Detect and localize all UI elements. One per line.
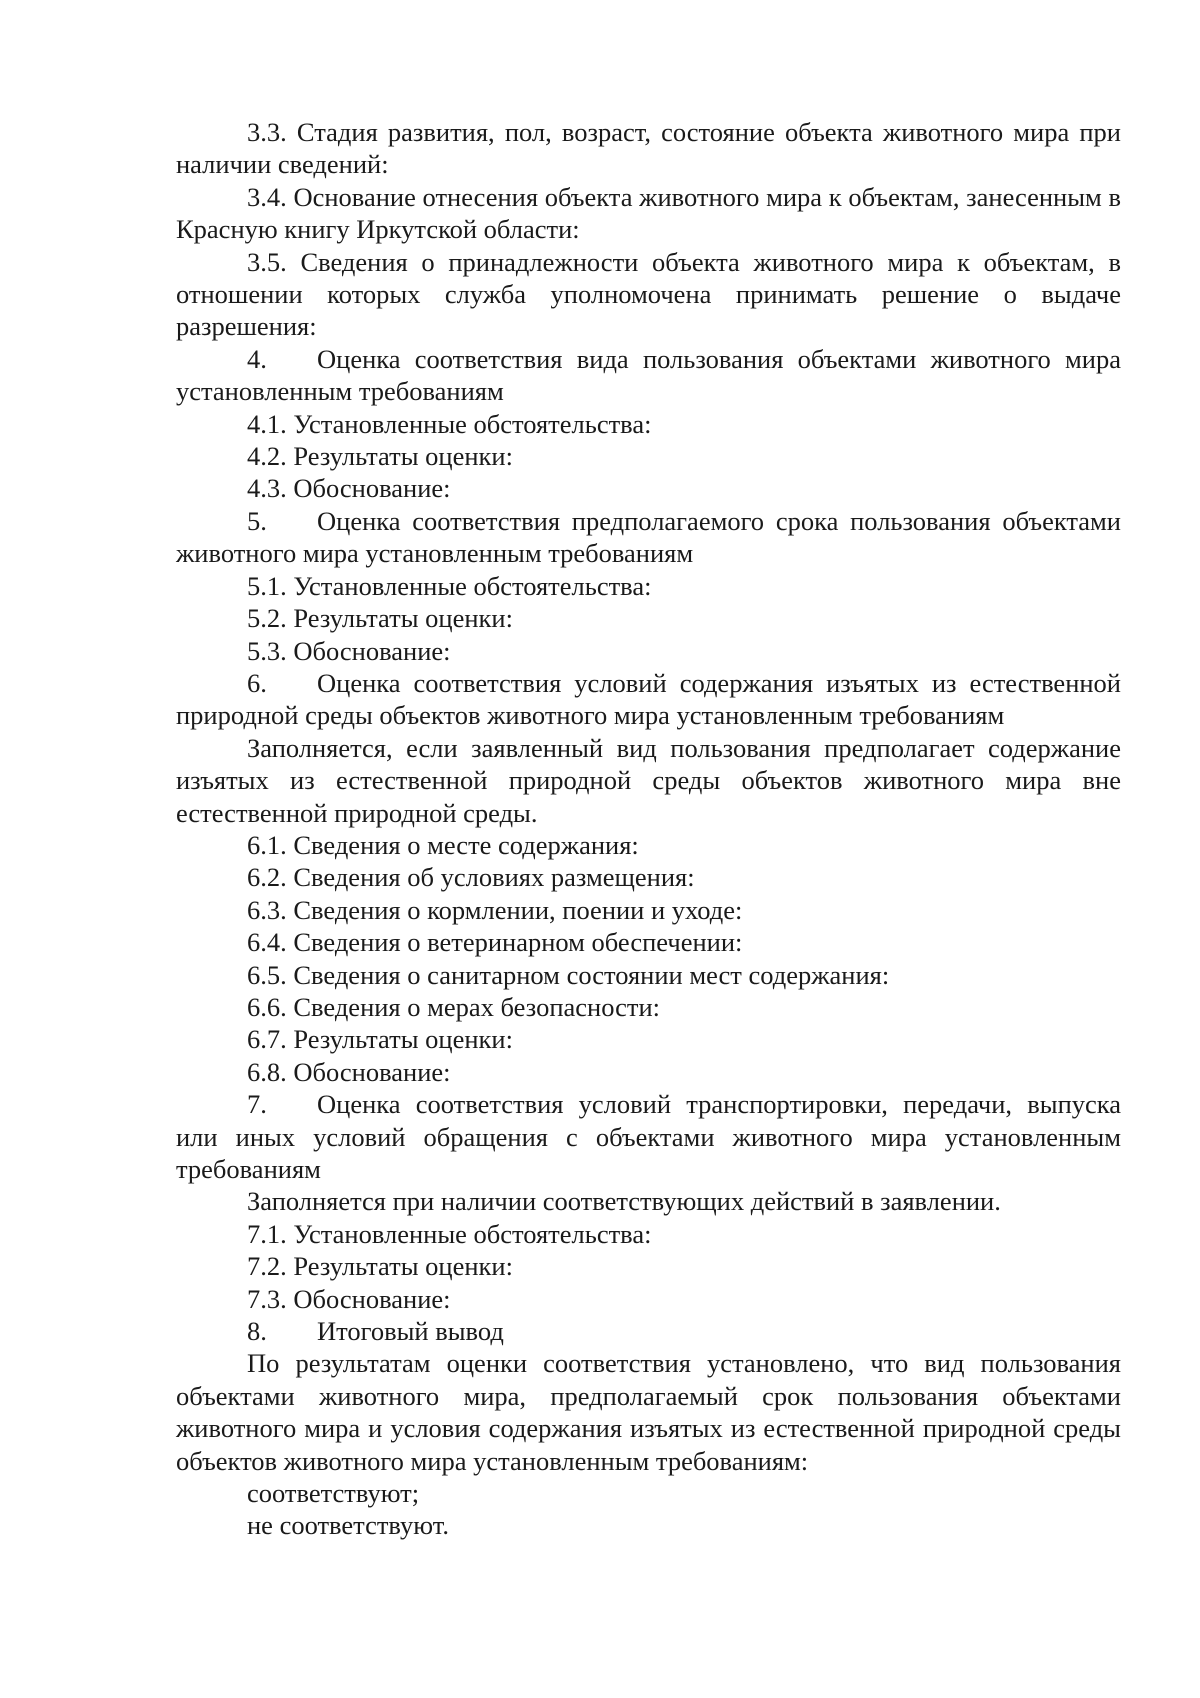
paragraph-3-5: 3.5. Сведения о принадлежности объекта животного мира к объектам, в отношении которых служба уполномочена принимать решение о выдаче разрешения: bbox=[176, 246, 1121, 342]
paragraph-6-2: 6.2. Сведения об условиях размещения: bbox=[247, 862, 695, 893]
section-8-heading bbox=[176, 1315, 1121, 1347]
paragraph-5-3: 5.3. Обоснование: bbox=[247, 635, 451, 666]
section-title: Оценка соответствия условий транспортировки, передачи, выпуска или иных условий обращения с объектами животного мира установленным требованиям bbox=[176, 1089, 1121, 1184]
paragraph-6-4: 6.4. Сведения о ветеринарном обеспечении: bbox=[247, 927, 743, 958]
section-title: Оценка соответствия условий содержания изъятых из естественной природной среды объектов животного мира установленным требованиям bbox=[176, 667, 1121, 731]
section-number: 7. bbox=[247, 1089, 267, 1120]
section-6-heading bbox=[176, 667, 1121, 732]
document-page bbox=[176, 116, 1121, 1542]
paragraph-5-2: 5.2. Результаты оценки: bbox=[247, 603, 513, 634]
paragraph-7-3: 7.3. Обоснование: bbox=[247, 1283, 451, 1314]
paragraph-4-3: 4.3. Обоснование: bbox=[247, 473, 451, 504]
paragraph-6-3: 6.3. Сведения о кормлении, поении и уходе: bbox=[247, 894, 743, 925]
section-number: 5. bbox=[247, 505, 267, 536]
paragraph-7-1: 7.1. Установленные обстоятельства: bbox=[247, 1218, 652, 1249]
section-6-note: Заполняется, если заявленный вид пользования предполагает содержание изъятых из естественной природной среды объектов животного мира вне естественной природной среды. bbox=[176, 732, 1121, 828]
paragraph-6-1: 6.1. Сведения о месте содержания: bbox=[247, 829, 639, 860]
paragraph-7-2: 7.2. Результаты оценки: bbox=[247, 1251, 513, 1282]
paragraph-6-7: 6.7. Результаты оценки: bbox=[247, 1024, 513, 1055]
paragraph-5-1: 5.1. Установленные обстоятельства: bbox=[247, 570, 652, 601]
section-number: 8. bbox=[247, 1316, 267, 1347]
paragraph-4-1: 4.1. Установленные обстоятельства: bbox=[247, 408, 652, 439]
section-number: 6. bbox=[247, 667, 267, 698]
section-number: 4. bbox=[247, 343, 267, 374]
section-7-heading bbox=[176, 1088, 1121, 1185]
section-4-heading bbox=[176, 343, 1121, 408]
paragraph-6-8: 6.8. Обоснование: bbox=[247, 1056, 451, 1087]
paragraph-3-3: 3.3. Стадия развития, пол, возраст, состояние объекта животного мира при наличии сведений: bbox=[176, 117, 1121, 180]
option-complies: соответствуют; bbox=[247, 1478, 420, 1509]
paragraph-6-5: 6.5. Сведения о санитарном состоянии мест содержания: bbox=[247, 959, 890, 990]
section-title: Оценка соответствия вида пользования объектами животного мира установленным требованиям bbox=[176, 343, 1121, 407]
paragraph-3-4: 3.4. Основание отнесения объекта животного мира к объектам, занесенным в Красную книгу Иркутской области: bbox=[176, 181, 1121, 245]
section-title: Итоговый вывод bbox=[317, 1316, 504, 1347]
paragraph-4-2: 4.2. Результаты оценки: bbox=[247, 441, 513, 472]
paragraph-6-6: 6.6. Сведения о мерах безопасности: bbox=[247, 991, 661, 1022]
conclusion-paragraph: По результатам оценки соответствия установлено, что вид пользования объектами животного мира, предполагаемый срок пользования объектами животного мира и условия содержания изъятых из естественной природной среды объектов животного мира установленным требованиям: bbox=[176, 1348, 1121, 1476]
section-title: Оценка соответствия предполагаемого срока пользования объектами животного мира установленным требованиям bbox=[176, 505, 1121, 569]
option-not-complies: не соответствуют. bbox=[247, 1510, 449, 1541]
section-5-heading bbox=[176, 505, 1121, 570]
section-7-note: Заполняется при наличии соответствующих действий в заявлении. bbox=[247, 1186, 1001, 1217]
